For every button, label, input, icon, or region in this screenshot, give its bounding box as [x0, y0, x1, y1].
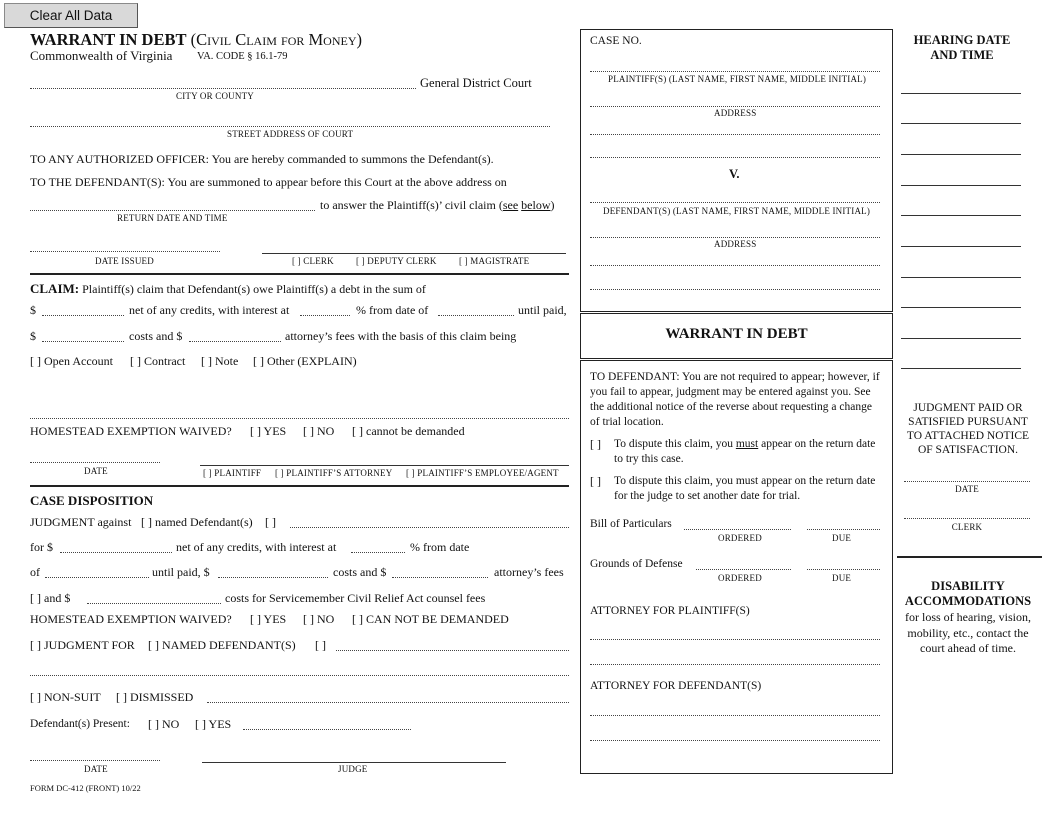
judgment-attorney-fees-text: attorney’s fees	[494, 565, 564, 579]
attorney-defendant-field-1[interactable]	[590, 715, 880, 716]
summons-officer-text: TO ANY AUTHORIZED OFFICER: You are hereby commanded to summons the Defendant(s).	[30, 152, 494, 166]
cap-plaintiff-address: ADDRESS	[714, 108, 757, 118]
claim-homestead-label: HOMESTEAD EXEMPTION WAIVED?	[30, 424, 232, 438]
claim-dollar-sign: $	[30, 303, 36, 317]
judgment-date-field[interactable]	[45, 577, 149, 578]
hearing-line[interactable]	[901, 154, 1021, 155]
attorney-plaintiff-field-2[interactable]	[590, 664, 880, 665]
cap-satisfaction-date: DATE	[955, 484, 979, 494]
grounds-of-defense-label: Grounds of Defense	[590, 558, 683, 570]
deputy-clerk-checkbox[interactable]: [ ] DEPUTY CLERK	[356, 256, 437, 266]
hearing-line[interactable]	[901, 307, 1021, 308]
judgment-attorney-fees-field[interactable]	[392, 577, 488, 578]
hearing-line[interactable]	[901, 246, 1021, 247]
attorney-defendant-label: ATTORNEY FOR DEFENDANT(S)	[590, 680, 762, 692]
cap-defendant-address: ADDRESS	[714, 239, 757, 249]
dispute-date-text: To dispute this claim, you must appear on the return date for the judge to set another date for trial.	[614, 475, 876, 502]
clear-all-data-button[interactable]: Clear All Data	[4, 3, 138, 28]
answer-claim-post: )	[550, 198, 555, 212]
present-yes-checkbox[interactable]: [ ] YES	[195, 717, 232, 731]
claim-from-date-text: % from date of	[356, 303, 429, 317]
defendant-present-label: Defendant(s) Present:	[30, 718, 130, 730]
dispute-date-checkbox[interactable]: [ ]	[590, 474, 601, 488]
below-link: below	[521, 198, 551, 212]
magistrate-checkbox[interactable]: [ ] MAGISTRATE	[459, 256, 530, 266]
plaintiff-name-field[interactable]	[590, 71, 880, 72]
judgment-paid-notice: JUDGMENT PAID OR SATISFIED PURSUANT TO ATTACHED NOTICE OF SATISFACTION.	[906, 402, 1030, 456]
date-issued-field[interactable]	[30, 251, 220, 252]
disposition-homestead-no-checkbox[interactable]: [ ] NO	[303, 612, 335, 626]
present-no-checkbox[interactable]: [ ] NO	[148, 717, 180, 731]
dispute-trial-text	[614, 437, 884, 467]
claim-homestead-yes-checkbox[interactable]: [ ] YES	[250, 424, 287, 438]
summons-defendant-text: TO THE DEFENDANT(S): You are summoned to appear before this Court at the above address on	[30, 175, 507, 189]
claim-homestead-no-checkbox[interactable]: [ ] NO	[303, 424, 335, 438]
must-emphasis: must	[735, 438, 759, 450]
claim-net-text: net of any credits, with interest at	[129, 303, 290, 317]
claim-statement	[30, 281, 426, 297]
present-field[interactable]	[243, 729, 411, 730]
hearing-line[interactable]	[901, 185, 1021, 186]
cap-particulars-due: DUE	[832, 533, 852, 543]
issuer-signature-line[interactable]	[262, 253, 566, 254]
defendant-notice: TO DEFENDANT: You are not required to appear; however, if you fail to appear, judgment may be entered against you. See the additional notice of the reverse about requesting a change of trial location.	[590, 371, 880, 428]
judgment-for-checkbox[interactable]: [ ] JUDGMENT FOR	[30, 638, 135, 652]
attorney-fees-field[interactable]	[189, 341, 281, 342]
band-title: WARRANT IN DEBT	[665, 326, 808, 342]
divider	[897, 556, 1042, 558]
basis-note-checkbox[interactable]: [ ] Note	[201, 354, 239, 368]
cap-particulars-ordered: ORDERED	[718, 533, 762, 543]
signer-plaintiff-checkbox[interactable]: [ ] PLAINTIFF	[203, 468, 262, 478]
divider	[30, 273, 569, 275]
judgment-from-date-text: % from date	[410, 540, 470, 554]
particulars-due-field[interactable]	[807, 529, 880, 530]
costs-dollar-sign: $	[30, 329, 36, 343]
cap-defense-ordered: ORDERED	[718, 573, 762, 583]
hearing-line[interactable]	[901, 338, 1021, 339]
hearing-line[interactable]	[901, 215, 1021, 216]
scra-amount-field[interactable]	[87, 603, 221, 604]
basis-contract-checkbox[interactable]: [ ] Contract	[130, 354, 186, 368]
basis-other-checkbox[interactable]: [ ] Other (EXPLAIN)	[253, 354, 357, 368]
judgment-costs-text: costs and $	[333, 565, 387, 579]
disability-title: DISABILITY ACCOMMODATIONS	[904, 579, 1032, 608]
named-defendant-checkbox[interactable]: [ ] named Defendant(s)	[141, 515, 253, 529]
disposition-homestead-cannot-checkbox[interactable]: [ ] CAN NOT BE DEMANDED	[352, 612, 509, 626]
signer-attorney-checkbox[interactable]: [ ] PLAINTIFF’S ATTORNEY	[275, 468, 393, 478]
plaintiff-address-field-1[interactable]	[590, 106, 880, 107]
cap-claim-date: DATE	[84, 466, 108, 476]
claim-amount-field[interactable]	[42, 315, 124, 316]
versus-label: V.	[729, 167, 740, 181]
costs-text: costs and $	[129, 329, 183, 343]
cap-judge: JUDGE	[338, 764, 368, 774]
claim-until-paid-text: until paid,	[518, 303, 567, 317]
judgment-for-other-checkbox[interactable]: [ ]	[315, 638, 326, 652]
attorney-fees-text: attorney’s fees with the basis of this claim being	[285, 329, 517, 343]
dismissed-checkbox[interactable]: [ ] DISMISSED	[116, 690, 194, 704]
basis-open-account-checkbox[interactable]: [ ] Open Account	[30, 354, 113, 368]
form-title	[30, 30, 362, 50]
defense-due-field[interactable]	[807, 569, 880, 570]
claim-explain-field[interactable]	[30, 418, 569, 419]
judgment-for-field[interactable]	[336, 650, 569, 651]
claim-date-field[interactable]	[30, 462, 160, 463]
disposition-homestead-label: HOMESTEAD EXEMPTION WAIVED?	[30, 612, 232, 626]
cap-return-date: RETURN DATE AND TIME	[117, 213, 228, 223]
satisfaction-date-field[interactable]	[904, 481, 1030, 482]
commonwealth-label: Commonwealth of Virginia	[30, 48, 173, 63]
cap-date-issued: DATE ISSUED	[95, 256, 154, 266]
cap-satisfaction-clerk: CLERK	[951, 522, 983, 532]
see-link: see	[502, 198, 519, 212]
plaintiff-address-field-3[interactable]	[590, 157, 880, 158]
hearing-line[interactable]	[901, 93, 1021, 94]
divider	[30, 485, 569, 487]
signer-agent-checkbox[interactable]: [ ] PLAINTIFF’S EMPLOYEE/AGENT	[406, 468, 559, 478]
judge-signature-line[interactable]	[202, 762, 506, 763]
judgment-for-field-2[interactable]	[30, 675, 569, 676]
judgment-against-field[interactable]	[290, 527, 569, 528]
cap-defense-due: DUE	[832, 573, 852, 583]
non-suit-checkbox[interactable]: [ ] NON-SUIT	[30, 690, 101, 704]
cap-plaintiff-name: PLAINTIFF(S) (LAST NAME, FIRST NAME, MIDDLE INITIAL)	[608, 74, 867, 84]
claim-label: CLAIM:	[30, 281, 80, 296]
named-defendants-checkbox[interactable]: [ ] NAMED DEFENDANT(S)	[148, 638, 296, 652]
form-id: FORM DC-412 (FRONT) 10/22	[30, 783, 141, 793]
judgment-against-text: JUDGMENT against	[30, 515, 132, 529]
particulars-ordered-field[interactable]	[684, 529, 791, 530]
attorney-defendant-field-2[interactable]	[590, 740, 880, 741]
court-suffix: General District Court	[420, 76, 532, 90]
dispute-trial-pre: To dispute this claim, you	[614, 438, 736, 450]
claim-text: Plaintiff(s) claim that Defendant(s) owe Plaintiff(s) a debt in the sum of	[82, 282, 426, 296]
scra-checkbox[interactable]: [ ] and $	[30, 591, 71, 605]
disability-text: for loss of hearing, vision, mobility, etc., contact the court ahead of time.	[905, 610, 1031, 655]
answer-claim-pre: to answer the Plaintiff(s)’ civil claim (	[320, 198, 503, 212]
defense-ordered-field[interactable]	[696, 569, 791, 570]
disposition-date-field[interactable]	[30, 760, 160, 761]
case-disposition-title: CASE DISPOSITION	[30, 493, 154, 508]
claim-from-date-field[interactable]	[438, 315, 514, 316]
va-code: VA. CODE § 16.1-79	[197, 51, 288, 62]
judgment-until-paid-text: until paid, $	[152, 565, 210, 579]
judgment-of-text: of	[30, 565, 40, 579]
clerk-checkbox[interactable]: [ ] CLERK	[292, 256, 334, 266]
defendant-address-field-3[interactable]	[590, 289, 880, 290]
other-defendant-checkbox[interactable]: [ ]	[265, 515, 276, 529]
scra-text: costs for Servicemember Civil Relief Act counsel fees	[225, 591, 486, 605]
form-title-sub: (Civil Claim for Money)	[190, 30, 362, 49]
claim-signature-line[interactable]	[200, 465, 569, 466]
claim-interest-field[interactable]	[300, 315, 350, 316]
judgment-costs-field[interactable]	[218, 577, 328, 578]
hearing-date-title: HEARING DATE AND TIME	[913, 33, 1011, 62]
claim-homestead-cannot-checkbox[interactable]: [ ] cannot be demanded	[352, 424, 465, 438]
cap-street-address: STREET ADDRESS OF COURT	[227, 129, 354, 139]
costs-amount-field[interactable]	[42, 341, 124, 342]
judgment-net-text: net of any credits, with interest at	[176, 540, 337, 554]
judgment-for-dollar-text: for $	[30, 540, 53, 554]
court-city-field[interactable]	[30, 88, 416, 89]
satisfaction-clerk-field[interactable]	[904, 518, 1030, 519]
cap-city-county: CITY OR COUNTY	[176, 91, 254, 101]
dispute-trial-checkbox[interactable]: [ ]	[590, 437, 601, 451]
defendant-address-field-1[interactable]	[590, 237, 880, 238]
dispute-trial-post: appear on the return date to try this case.	[614, 438, 876, 465]
disposition-homestead-yes-checkbox[interactable]: [ ] YES	[250, 612, 287, 626]
hearing-line[interactable]	[901, 123, 1021, 124]
bill-of-particulars-label: Bill of Particulars	[590, 518, 672, 530]
court-street-field[interactable]	[30, 126, 550, 127]
answer-claim-text	[320, 198, 555, 213]
cap-defendant-name: DEFENDANT(S) (LAST NAME, FIRST NAME, MIDDLE INITIAL)	[603, 206, 871, 216]
defendant-name-field[interactable]	[590, 202, 880, 203]
attorney-plaintiff-label: ATTORNEY FOR PLAINTIFF(S)	[590, 605, 750, 617]
case-no-label: CASE NO.	[590, 35, 642, 47]
hearing-line[interactable]	[901, 277, 1021, 278]
attorney-plaintiff-field-1[interactable]	[590, 639, 880, 640]
dismissed-field[interactable]	[207, 702, 569, 703]
judgment-amount-field[interactable]	[60, 552, 172, 553]
defendant-address-field-2[interactable]	[590, 265, 880, 266]
form-title-main: WARRANT IN DEBT	[30, 30, 187, 49]
hearing-line[interactable]	[901, 368, 1021, 369]
plaintiff-address-field-2[interactable]	[590, 134, 880, 135]
return-date-field[interactable]	[30, 210, 315, 211]
cap-disposition-date: DATE	[84, 764, 108, 774]
judgment-interest-field[interactable]	[351, 552, 405, 553]
